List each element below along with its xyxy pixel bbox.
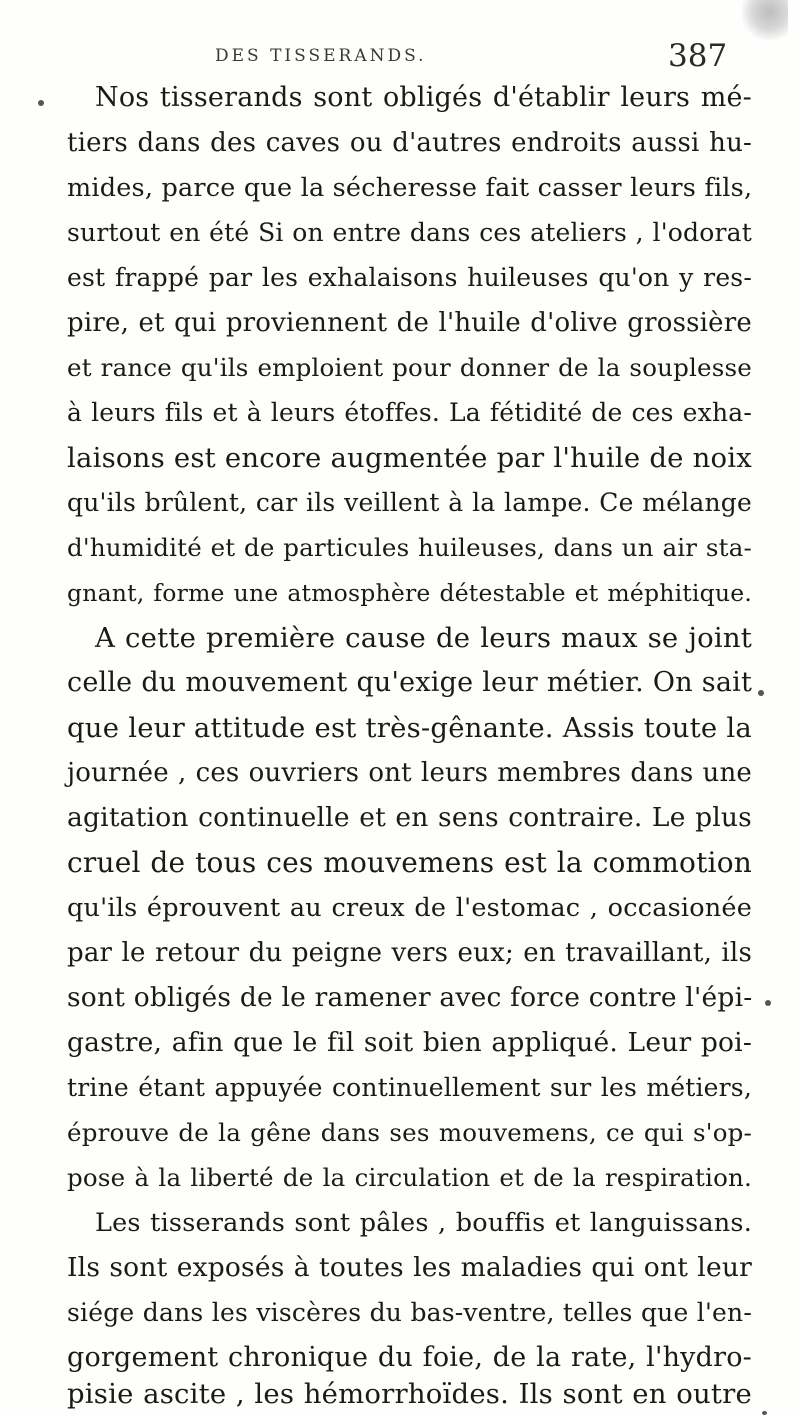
text-line: gorgement chronique du foie, de la rate, l'hydro-	[67, 1342, 752, 1373]
text-line: qu'ils éprouvent au creux de l'estomac , occasionée	[67, 893, 752, 923]
text-line: sont obligés de le ramener avec force contre l'épi-	[67, 982, 753, 1013]
corner-stain	[742, 0, 788, 40]
text-line: gnant, forme une atmosphère détestable et méphitique.	[67, 579, 752, 607]
text-line: agitation continuelle et en sens contraire. Le plus	[67, 802, 752, 833]
text-line: cruel de tous ces mouvemens est la commotion	[67, 846, 752, 879]
running-header: DES TISSERANDS.	[215, 46, 427, 66]
text-line: pose à la liberté de la circulation et de la respiration.	[67, 1163, 752, 1192]
text-line: Les tisserands sont pâles , bouffis et languissans.	[95, 1208, 752, 1238]
print-speck	[765, 1000, 771, 1006]
text-line: d'humidité et de particules huileuses, dans un air sta-	[67, 533, 752, 562]
text-line: est frappé par les exhalaisons huileuses qu'on y res-	[67, 263, 752, 292]
text-line: mides, parce que la sécheresse fait casser leurs fils,	[67, 173, 753, 203]
text-line: celle du mouvement qu'exige leur métier. On sait	[67, 667, 752, 698]
text-line: qu'ils brûlent, car ils veillent à la lampe. Ce mélange	[67, 488, 752, 517]
text-line: journée , ces ouvriers ont leurs membres dans une	[67, 758, 752, 788]
text-line: et rance qu'ils emploient pour donner de la souplesse	[67, 353, 752, 382]
text-line: tiers dans des caves ou d'autres endroits aussi hu-	[67, 128, 752, 158]
print-speck	[38, 100, 44, 106]
page-number: 387	[668, 38, 728, 74]
text-line: laisons est encore augmentée par l'huile de noix	[67, 442, 752, 474]
text-line: gastre, afin que le fil soit bien appliqué. Leur poi-	[67, 1027, 752, 1058]
text-line: surtout en été Si on entre dans ces ateliers , l'odorat	[67, 218, 752, 247]
text-line: Nos tisserands sont obligés d'établir leurs mé-	[95, 82, 752, 113]
text-line: Ils sont exposés à toutes les maladies qui ont leur	[67, 1252, 752, 1283]
text-line: siége dans les viscères du bas-ventre, telles que l'en-	[67, 1298, 752, 1327]
text-line: pisie ascite , les hémorrhoïdes. Ils sont en outre	[67, 1378, 752, 1410]
text-line: par le retour du peigne vers eux; en travaillant, ils	[67, 938, 752, 968]
text-line: A cette première cause de leurs maux se joint	[95, 622, 752, 654]
text-line: éprouve de la gêne dans ses mouvemens, ce qui s'op-	[67, 1118, 752, 1147]
text-line: trine étant appuyée continuellement sur les métiers,	[67, 1073, 752, 1102]
text-line: à leurs fils et à leurs étoffes. La fétidité de ces exha-	[67, 398, 752, 427]
text-line: que leur attitude est très-gênante. Assis toute la	[67, 712, 752, 744]
print-speck	[758, 690, 764, 696]
text-line: pire, et qui proviennent de l'huile d'olive grossière	[67, 308, 752, 338]
print-speck	[762, 1411, 767, 1415]
